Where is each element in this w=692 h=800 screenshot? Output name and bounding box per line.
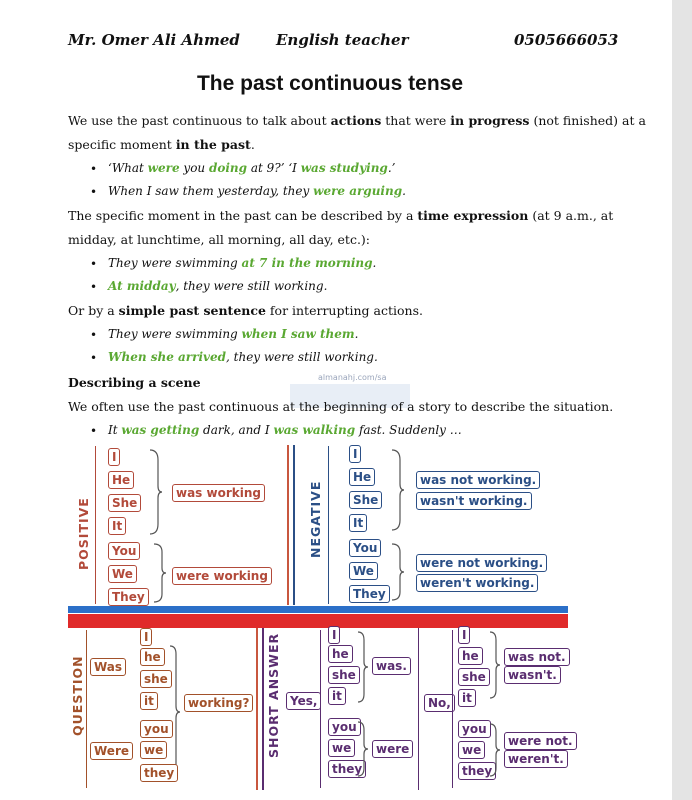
example-5: They were swimming when I saw them. xyxy=(108,327,359,341)
intro-line-2: specific moment in the past. xyxy=(68,137,255,152)
time-line-2: midday, at lunchtime, all morning, all day, etc.): xyxy=(68,232,371,247)
s-pron-we: we xyxy=(328,739,355,757)
horizontal-bar-red xyxy=(68,614,568,628)
negative-label: NEGATIVE xyxy=(308,480,323,558)
bullet: • xyxy=(90,185,98,199)
q-pron-they: they xyxy=(140,764,178,782)
short-wasnt: wasn't. xyxy=(504,666,561,684)
grammar-diagram xyxy=(68,440,573,790)
short-werent: weren't. xyxy=(504,750,568,768)
verb-werent-working: weren't working. xyxy=(416,574,538,592)
brace xyxy=(148,448,164,536)
yes-bracket xyxy=(320,630,321,788)
divider-purple xyxy=(262,628,264,790)
example-4: At midday, they were still working. xyxy=(108,279,328,293)
example-7: It was getting dark, and I was walking fast. Suddenly … xyxy=(108,423,462,437)
q-pron-he: he xyxy=(140,648,165,666)
verb-were-working: were working xyxy=(172,567,272,585)
bullet: • xyxy=(90,162,98,176)
brace xyxy=(488,722,502,780)
teacher-name: Mr. Omer Ali Ahmed xyxy=(68,31,240,49)
neg-pron-we: We xyxy=(349,562,378,580)
neg-pron-she: She xyxy=(349,491,382,509)
watermark: almanahj.com/sa xyxy=(318,373,387,382)
divider-red xyxy=(287,445,289,605)
brace xyxy=(390,448,406,532)
brace xyxy=(390,542,406,602)
neg-pron-i: I xyxy=(349,445,361,463)
no-bracket xyxy=(452,630,453,788)
positive-label: POSITIVE xyxy=(76,497,91,570)
bullet: • xyxy=(90,280,98,294)
teacher-phone: 0505666053 xyxy=(514,31,619,49)
brace xyxy=(356,630,370,706)
teacher-role: English teacher xyxy=(276,31,409,49)
divider-orange xyxy=(256,628,258,790)
positive-bracket xyxy=(95,446,96,604)
pron-she: She xyxy=(108,494,141,512)
brace xyxy=(152,542,168,604)
question-label: QUESTION xyxy=(70,655,85,736)
short-answer-label: SHORT ANSWER xyxy=(266,632,281,758)
divider-blue xyxy=(293,445,295,605)
n-pron-we: we xyxy=(458,741,485,759)
aux-were: Were xyxy=(90,742,133,760)
page-title: The past continuous tense xyxy=(196,72,464,95)
example-2: When I saw them yesterday, they were arguing. xyxy=(108,184,406,198)
pron-you: You xyxy=(108,542,140,560)
verb-was-not-working: was not working. xyxy=(416,471,540,489)
bullet: • xyxy=(90,424,98,438)
n-pron-i: I xyxy=(458,626,470,644)
pron-he: He xyxy=(108,471,134,489)
divider-thin xyxy=(418,628,419,790)
bullet: • xyxy=(90,328,98,342)
aux-was: Was xyxy=(90,658,126,676)
verb-was-working: was working xyxy=(172,484,265,502)
brace xyxy=(356,720,370,780)
s-pron-she: she xyxy=(328,666,360,684)
verb-working-question: working? xyxy=(184,694,253,712)
yes-label: Yes, xyxy=(286,692,321,710)
negative-bracket xyxy=(328,446,329,604)
n-pron-she: she xyxy=(458,668,490,686)
pron-they: They xyxy=(108,588,149,606)
time-line-1: The specific moment in the past can be described by a time expression (at 9 a.m., at xyxy=(68,208,614,223)
verb-wasnt-working: wasn't working. xyxy=(416,492,532,510)
q-pron-it: it xyxy=(140,692,158,710)
q-pron-i: I xyxy=(140,628,152,646)
page-edge xyxy=(672,0,692,800)
s-pron-i: I xyxy=(328,626,340,644)
no-label: No, xyxy=(424,694,455,712)
q-pron-we: we xyxy=(140,741,167,759)
s-pron-he: he xyxy=(328,645,353,663)
q-pron-you: you xyxy=(140,720,173,738)
n-pron-it: it xyxy=(458,689,476,707)
horizontal-bar-blue xyxy=(68,606,568,613)
neg-pron-they: They xyxy=(349,585,390,603)
n-pron-you: you xyxy=(458,720,491,738)
short-was-not: was not. xyxy=(504,648,570,666)
neg-pron-it: It xyxy=(349,514,367,532)
s-pron-it: it xyxy=(328,687,346,705)
pron-i: I xyxy=(108,448,120,466)
n-pron-they: they xyxy=(458,762,496,780)
scene-heading: Describing a scene xyxy=(68,375,201,390)
simple-line: Or by a simple past sentence for interrupting actions. xyxy=(68,303,423,318)
example-3: They were swimming at 7 in the morning. xyxy=(108,256,377,270)
s-pron-you: you xyxy=(328,718,361,736)
pron-it: It xyxy=(108,517,126,535)
brace xyxy=(168,644,182,784)
brace xyxy=(488,630,502,702)
bullet: • xyxy=(90,351,98,365)
short-was: was. xyxy=(372,657,411,675)
s-pron-they: they xyxy=(328,760,366,778)
short-were-not: were not. xyxy=(504,732,577,750)
intro-line-1: We use the past continuous to talk about actions that were in progress (not finished) at a xyxy=(68,113,646,128)
short-were: were xyxy=(372,740,413,758)
example-1: ‘What were you doing at 9?’ ‘I was studying.’ xyxy=(108,161,396,175)
pron-we: We xyxy=(108,565,137,583)
question-bracket xyxy=(86,630,87,788)
verb-were-not-working: were not working. xyxy=(416,554,547,572)
example-6: When she arrived, they were still working. xyxy=(108,350,378,364)
scene-text: We often use the past continuous at the beginning of a story to describe the situation. xyxy=(68,399,614,414)
q-pron-she: she xyxy=(140,670,172,688)
neg-pron-he: He xyxy=(349,468,375,486)
bullet: • xyxy=(90,257,98,271)
n-pron-he: he xyxy=(458,647,483,665)
neg-pron-you: You xyxy=(349,539,381,557)
